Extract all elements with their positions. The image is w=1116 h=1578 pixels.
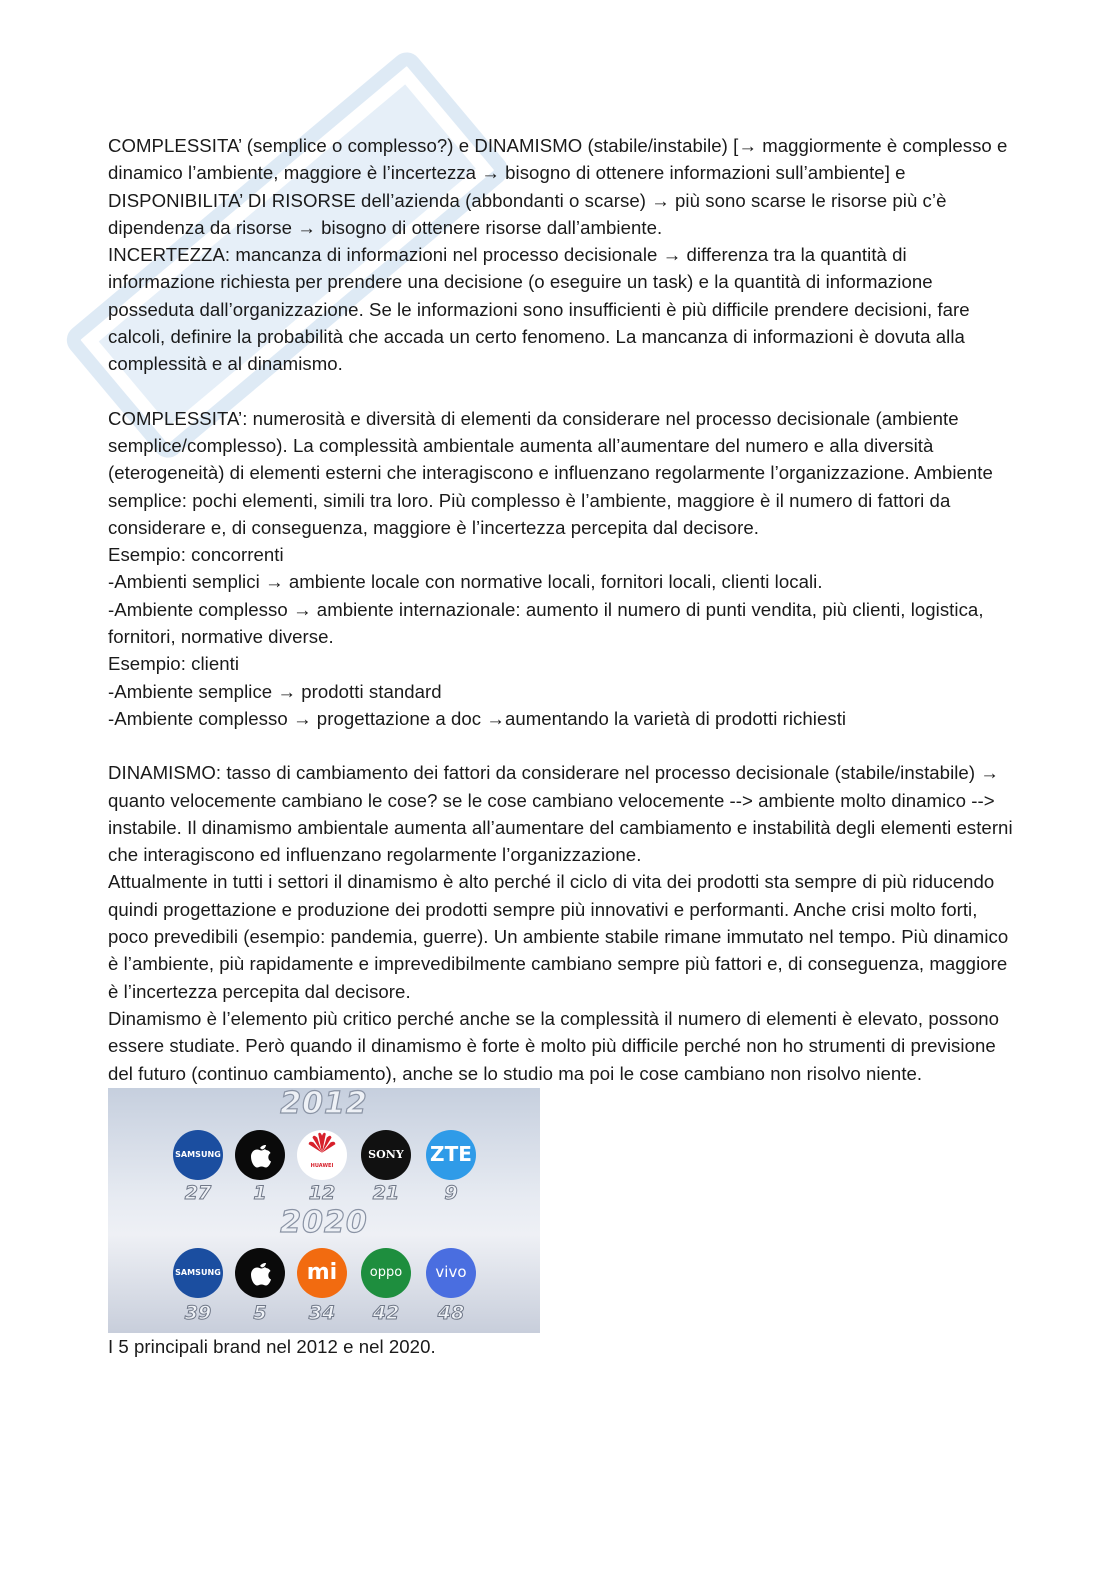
rank-label: 39 (184, 1301, 212, 1324)
vivo-logo: vivo (426, 1248, 476, 1298)
paragraph: -Ambienti semplici → ambiente locale con normative locali, fornitori locali, clienti locali. (108, 571, 823, 593)
paragraph: COMPLESSITA’ (semplice o complesso?) e DINAMISMO (stabile/instabile) [→ maggiormente è complesso e dinamico l’ambiente, maggiore è l’incertezza → bisogno di ottenere informazioni sull’ambiente] e DISPONIBILITA’ DI RISORSE dell’azienda (abbondanti o scarse) → più sono scarse le risorse più c’è dipendenza da risorse → bisogno di ottenere risorse dall’ambiente. (108, 135, 1008, 238)
apple-icon (247, 1258, 273, 1288)
figure-caption: I 5 principali brand nel 2012 e nel 2020. (108, 1335, 436, 1357)
paragraph: Attualmente in tutti i settori il dinamismo è alto perché il ciclo di vita dei prodotti sta sempre di più riducendo quindi progettazione e produzione dei prodotti sempre più innovativi e performanti. Anche crisi molto forti, poco prevedibili (esempio: pandemia, guerre). Un ambiente stabile rimane immutato nel tempo. Più dinamico è l’ambiente, più rapidamente e imprevedibilmente cambiano sempre più fattori e, di conseguenza, maggiore è l’incertezza percepita dal decisore. (108, 871, 1009, 1002)
section-complessita (108, 405, 1013, 733)
zte-logo: ZTE (426, 1130, 476, 1180)
xiaomi-logo: mi (297, 1248, 347, 1298)
rank-label: 21 (372, 1181, 400, 1204)
brand-row-2020 (108, 1246, 540, 1333)
huawei-icon (305, 1130, 339, 1155)
paragraph: Dinamismo è l’elemento più critico perché anche se la complessità il numero di elementi è elevato, possono essere studiate. Però quando il dinamismo è forte è molto più difficile perché non ho strumenti di previsione del futuro (continuo cambiamento), anche se lo studio ma poi le cose cambiano non risolvo niente. (108, 1007, 1000, 1084)
samsung-logo: SAMSUNG (173, 1130, 223, 1180)
brands-figure (108, 1088, 540, 1333)
rank-label: 5 (253, 1301, 267, 1324)
paragraph: COMPLESSITA’: numerosità e diversità di elementi da considerare nel processo decisionale (ambiente semplice/complesso). La complessità ambientale aumenta all’aumentare del numero e alla diversità (eterogeneità) di elementi esterni che interagiscono e influenzano regolarmente l’organizzazione. Ambiente semplice: pochi elementi, simili tra loro. Più complesso è l’ambiente, maggiore è il numero di fattori da considerare e, di conseguenza, maggiore è l’incertezza percepita dal decisore. (108, 407, 993, 538)
rank-label: 27 (184, 1181, 212, 1204)
rank-label: 12 (308, 1181, 336, 1204)
paragraph: Esempio: clienti (108, 653, 240, 675)
paragraph: -Ambiente complesso → progettazione a doc →aumentando la varietà di prodotti richiesti (108, 707, 847, 729)
rank-label: 1 (253, 1181, 267, 1204)
paragraph: -Ambiente complesso → ambiente internazionale: aumento il numero di punti vendita, più clienti, logistica, fornitori, normative diverse. (108, 598, 984, 648)
paragraph: INCERTEZZA: mancanza di informazioni nel processo decisionale → differenza tra la quantità di informazione richiesta per prendere una decisione (o eseguire un task) e la quantità di informazione posseduta dall’organizzazione. Se le informazioni sono insufficienti è più difficile prendere decisioni, fare calcoli, definire la probabilità che accada un certo fenomeno. La mancanza di informazioni è dovuta alla complessità e al dinamismo. (108, 244, 970, 375)
rank-label: 9 (444, 1181, 458, 1204)
rank-label: 42 (372, 1301, 400, 1324)
document-body (108, 132, 1013, 1360)
sony-logo: SONY (361, 1130, 411, 1180)
year-label: 2020 (280, 1204, 368, 1240)
samsung-logo: SAMSUNG (173, 1248, 223, 1298)
rank-label: 34 (308, 1301, 336, 1324)
huawei-logo: HUAWEI (297, 1130, 347, 1180)
section-intro (108, 132, 1013, 378)
paragraph: Esempio: concorrenti (108, 544, 284, 566)
apple-logo (235, 1248, 285, 1298)
paragraph: DINAMISMO: tasso di cambiamento dei fattori da considerare nel processo decisionale (stabile/instabile) → quanto velocemente cambiano le cose? se le cose cambiano velocemente --> ambiente molto dinamico --> instabile. Il dinamismo ambientale aumenta all’aumentare del cambiamento e instabilità degli elementi esterni che interagiscono ed influenzano regolarmente l’organizzazione. (108, 762, 1013, 866)
section-dinamismo (108, 759, 1013, 1087)
apple-icon (247, 1140, 273, 1170)
rank-label: 48 (437, 1301, 465, 1324)
year-label: 2012 (280, 1087, 368, 1121)
apple-logo (235, 1130, 285, 1180)
oppo-logo: oppo (361, 1248, 411, 1298)
paragraph: -Ambiente semplice → prodotti standard (108, 680, 442, 702)
